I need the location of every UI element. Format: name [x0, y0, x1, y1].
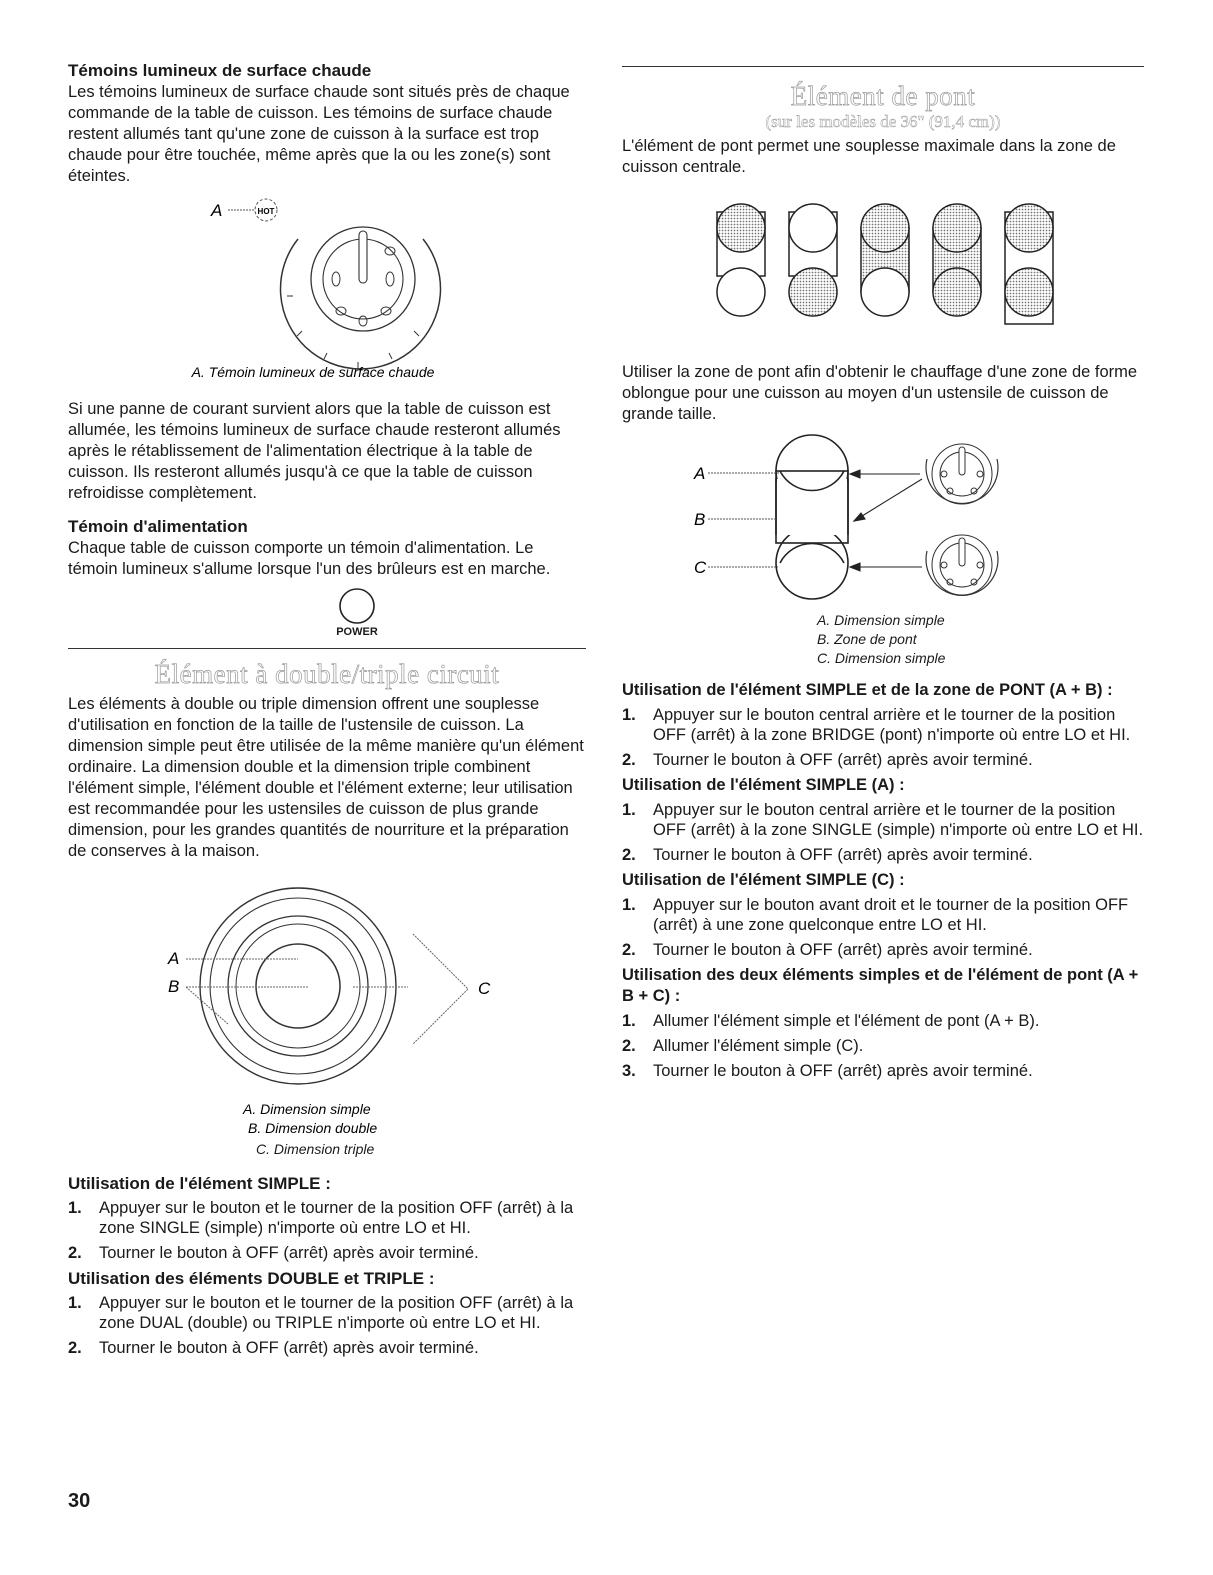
section-divider: [622, 66, 1144, 67]
hot-indicator-caption: A. Témoin lumineux de surface chaude: [191, 364, 435, 380]
figure-label-b: B: [694, 510, 706, 529]
middle-ring: [228, 916, 368, 1056]
bridge-element-heading: Élément de pont: [790, 81, 976, 111]
power-indicator-body: Chaque table de cuisson comporte un témoin d'alimentation. Le témoin lumineux s'allume lorsque l'un des brûleurs est en marche.: [68, 539, 551, 578]
use-c-heading: Utilisation de l'élément SIMPLE (C) :: [622, 871, 905, 889]
control-knob: [926, 444, 998, 504]
figure-caption-a: A. Dimension simple: [243, 1101, 371, 1117]
bridge-config-4: [933, 204, 981, 316]
figure-label-c: C: [694, 558, 707, 577]
figure-caption-a: A. Dimension simple: [817, 612, 945, 628]
bridge-figure-captions: [622, 611, 1144, 668]
bridge-config-3: [861, 204, 909, 316]
bridge-zones-figure: [622, 429, 1144, 609]
double-triple-usage-heading: Utilisation des éléments DOUBLE et TRIPLE :: [68, 1269, 435, 1288]
bridge-config-2: [789, 204, 837, 316]
simple-usage-heading: Utilisation de l'élément SIMPLE :: [68, 1174, 331, 1193]
control-knob: [926, 535, 998, 595]
right-column: [622, 66, 1144, 1086]
list-item: 1. Appuyer sur le bouton et le tourner de la position OFF (arrêt) à la zone DUAL (double) ou TRIPLE n'importe où entre LO et HI.: [68, 1294, 574, 1332]
hot-indicator-body: Les témoins lumineux de surface chaude sont situés près de chaque commande de la table de cuisson. Les témoins de surface chaude restent allumés tant qu'une zone de cuisson à la surface est trop chaude pour être touchée, même après que la ou les zone(s) sont éteintes.: [68, 83, 570, 185]
dual-triple-figure: [68, 884, 586, 1144]
figure-label-a: A: [694, 464, 706, 483]
figure-caption-c: C. Dimension triple: [256, 1141, 375, 1157]
page-number: 30: [68, 1490, 91, 1512]
list-item: 3. Tourner le bouton à OFF (arrêt) après avoir terminé.: [622, 1062, 1033, 1080]
dual-element-heading: Élément à double/triple circuit: [154, 659, 500, 689]
use-abc-steps: [622, 1011, 1144, 1081]
use-c-steps: [622, 895, 1144, 960]
section-divider: [68, 648, 586, 649]
dial-ticks: [287, 296, 419, 368]
list-item: 2. Tourner le bouton à OFF (arrêt) après avoir terminé.: [622, 846, 1033, 864]
use-ab-steps: [622, 705, 1144, 770]
zone-c: [776, 527, 848, 599]
list-item: 2. Tourner le bouton à OFF (arrêt) après avoir terminé.: [68, 1244, 479, 1262]
hot-indicator-heading: Témoins lumineux de surface chaude: [68, 61, 372, 80]
list-item: 1. Allumer l'élément simple et l'élément de pont (A + B).: [622, 1012, 1040, 1030]
figure-caption-b: B. Dimension double: [248, 1120, 378, 1136]
figure-label-c: C: [478, 979, 491, 998]
figure-label-a: A: [168, 949, 180, 968]
outer-ring: [200, 888, 396, 1084]
bridge-config-1: [717, 204, 765, 316]
use-a-heading: Utilisation de l'élément SIMPLE (A) :: [622, 776, 905, 794]
bridge-element-subtitle: (sur les modèles de 36" (91,4 cm)): [765, 112, 1001, 131]
left-column: [68, 60, 586, 1363]
list-item: 1. Appuyer sur le bouton central arrière et le tourner de la position OFF (arrêt) à la zone SINGLE (simple) n'importe où entre LO et HI.: [622, 801, 1144, 839]
list-item: 1. Appuyer sur le bouton central arrière et le tourner de la position OFF (arrêt) à la zone BRIDGE (pont) n'importe où entre LO et HI.: [622, 706, 1131, 744]
figure-label-a: A: [211, 201, 223, 220]
list-item: 2. Tourner le bouton à OFF (arrêt) après avoir terminé.: [622, 751, 1033, 769]
double-triple-steps: [68, 1293, 586, 1358]
power-indicator-figure: [128, 586, 586, 638]
power-failure-paragraph: Si une panne de courant survient alors que la table de cuisson est allumée, les témoins lumineux de surface chaude resteront allumés après le rétablissement de l'alimentation électrique à la table de cuisson. Ils resteront allumés jusqu'à ce que la table de cuisson refroidisse complètement.: [68, 400, 561, 502]
dual-element-body: Les éléments à double ou triple dimension offrent une souplesse d'utilisation en fonction de la taille de l'ustensile de cuisson. La dimension simple peut être utilisée de la même manière qu'un élément ordinaire. La dimension double et la dimension triple combinent l'élément simple, l'élément double et l'élément externe; leur utilisation est recommandée pour les ustensiles de cuisson de plus grande dimension, pour les grandes quantités de nourriture et la préparation de conserves à la maison.: [68, 695, 584, 860]
power-icon-label: POWER: [336, 626, 378, 638]
hot-icon-text: HOT: [257, 207, 275, 216]
list-item: 2. Allumer l'élément simple (C).: [622, 1037, 864, 1055]
hot-indicator-figure: [68, 191, 586, 381]
figure-caption-b: B. Zone de pont: [817, 631, 917, 647]
use-abc-heading: Utilisation des deux éléments simples et de l'élément de pont (A + B + C) :: [622, 966, 1139, 1005]
figure-label-b: B: [168, 977, 180, 996]
use-a-steps: [622, 800, 1144, 865]
bridge-config-5: [1005, 204, 1053, 324]
power-light-icon: [337, 586, 377, 626]
figure-caption-c: C. Dimension simple: [817, 650, 946, 666]
list-item: 1. Appuyer sur le bouton avant droit et le tourner de la position OFF (arrêt) à une zone quelconque entre LO et HI.: [622, 896, 1129, 934]
bridge-configurations-figure: [622, 196, 1144, 346]
power-indicator-heading: Témoin d'alimentation: [68, 517, 248, 536]
list-item: 2. Tourner le bouton à OFF (arrêt) après avoir terminé.: [68, 1339, 479, 1357]
bridge-intro: L'élément de pont permet une souplesse maximale dans la zone de cuisson centrale.: [622, 137, 1116, 176]
list-item: 2. Tourner le bouton à OFF (arrêt) après avoir terminé.: [622, 941, 1033, 959]
list-item: 1. Appuyer sur le bouton et le tourner de la position OFF (arrêt) à la zone SINGLE (simple) n'importe où entre LO et HI.: [68, 1199, 574, 1237]
use-ab-heading: Utilisation de l'élément SIMPLE et de la zone de PONT (A + B) :: [622, 681, 1113, 699]
bridge-usage: Utiliser la zone de pont afin d'obtenir le chauffage d'une zone de forme oblongue pour une cuisson au moyen d'un ustensile de cuisson de grande taille.: [622, 363, 1138, 423]
inner-ring: [256, 944, 340, 1028]
simple-steps: [68, 1198, 586, 1263]
